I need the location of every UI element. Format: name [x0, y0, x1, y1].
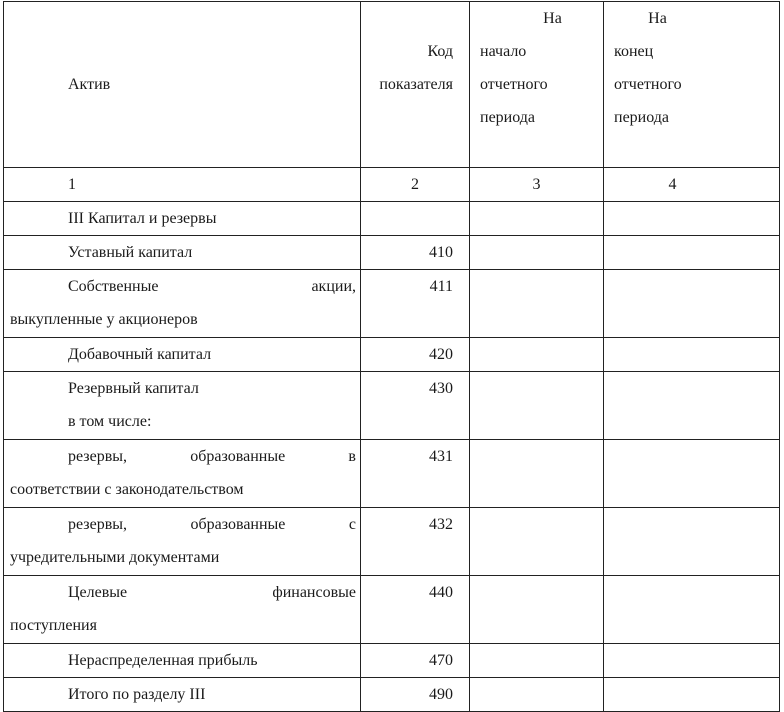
row-label [4, 576, 361, 644]
row-value-end [604, 508, 780, 576]
row-value-end [604, 644, 780, 678]
row-label-word: резервы, [68, 448, 128, 465]
row-value-end [604, 678, 780, 712]
row-label-word: акции, [311, 278, 356, 295]
row-label-line2: соответствии с законодательством [10, 481, 244, 498]
row-label-word: в [348, 448, 356, 465]
row-code: 431 [361, 440, 470, 508]
row-label-line1: Резервный капитал [68, 380, 199, 397]
row-value-start [470, 338, 604, 372]
header-start-line3: отчетного [480, 76, 548, 93]
header-start-line4: периода [480, 109, 536, 126]
row-value-start [470, 372, 604, 440]
row-label-line2: выкупленные у акционеров [10, 311, 198, 328]
header-code-line1: Код [427, 43, 453, 60]
table-row [4, 372, 780, 440]
row-value-start [470, 508, 604, 576]
header-period-end [604, 2, 780, 168]
row-label-line2: поступления [10, 617, 97, 634]
row-value-start [470, 678, 604, 712]
row-value-end [604, 236, 780, 270]
row-label-word: Собственные [68, 278, 159, 295]
row-label: Нераспределенная прибыль [4, 644, 361, 678]
table-row [4, 338, 780, 372]
row-label [4, 440, 361, 508]
header-start-line1: На [543, 10, 562, 27]
table-row [4, 576, 780, 644]
row-code: 470 [361, 644, 470, 678]
row-label-line2: учредительными документами [10, 549, 220, 566]
header-end-line4: периода [614, 109, 670, 126]
row-code: 430 [361, 372, 470, 440]
balance-table [3, 1, 780, 712]
row-label: Добавочный капитал [4, 338, 361, 372]
row-code: 410 [361, 236, 470, 270]
row-label [4, 508, 361, 576]
row-label-word: образованные [190, 448, 286, 465]
table-row [4, 236, 780, 270]
row-value-start [470, 576, 604, 644]
row-label-word: Целевые [68, 584, 128, 601]
row-code: 490 [361, 678, 470, 712]
row-value-end [604, 440, 780, 508]
row-label-word: с [348, 516, 356, 533]
row-label-line1 [10, 576, 360, 609]
header-period-start [470, 2, 604, 168]
row-code: 432 [361, 508, 470, 576]
row-value-end [604, 270, 780, 338]
row-label-word: финансовые [272, 584, 356, 601]
row-value-end [604, 372, 780, 440]
table-row [4, 678, 780, 712]
row-label [4, 372, 361, 440]
row-label-line1 [10, 508, 360, 541]
row-label-word: образованные [190, 516, 286, 533]
row-value-end [604, 576, 780, 644]
row-label [4, 270, 361, 338]
row-label-word: резервы, [68, 516, 128, 533]
row-code: 411 [361, 270, 470, 338]
header-asset [4, 2, 361, 168]
table-row [4, 440, 780, 508]
header-code-line2: показателя [379, 76, 453, 93]
table-row [4, 644, 780, 678]
row-code: 420 [361, 338, 470, 372]
row-value-start [470, 270, 604, 338]
col-number-2: 2 [361, 168, 470, 202]
row-value-end [604, 202, 780, 236]
row-value-start [470, 202, 604, 236]
row-label-line1 [10, 440, 360, 473]
col-number-3: 3 [470, 168, 604, 202]
row-label-line2: в том числе: [68, 413, 152, 430]
row-label: Уставный капитал [4, 236, 361, 270]
row-label-line1 [10, 270, 360, 303]
header-code [361, 2, 470, 168]
row-code [361, 202, 470, 236]
row-label: Итого по разделу III [4, 678, 361, 712]
row-label: III Капитал и резервы [4, 202, 361, 236]
header-end-line3: отчетного [614, 76, 682, 93]
header-end-line2: конец [614, 43, 654, 60]
table-row [4, 508, 780, 576]
table-row [4, 202, 780, 236]
table-header-row [4, 2, 780, 168]
row-value-end [604, 338, 780, 372]
row-value-start [470, 440, 604, 508]
header-asset-label: Актив [68, 75, 111, 93]
row-code: 440 [361, 576, 470, 644]
col-number-1: 1 [4, 168, 361, 202]
column-number-row [4, 168, 780, 202]
header-start-line2: начало [480, 43, 527, 60]
table-row [4, 270, 780, 338]
row-value-start [470, 644, 604, 678]
header-end-line1: На [648, 10, 667, 27]
row-value-start [470, 236, 604, 270]
col-number-4: 4 [604, 168, 780, 202]
